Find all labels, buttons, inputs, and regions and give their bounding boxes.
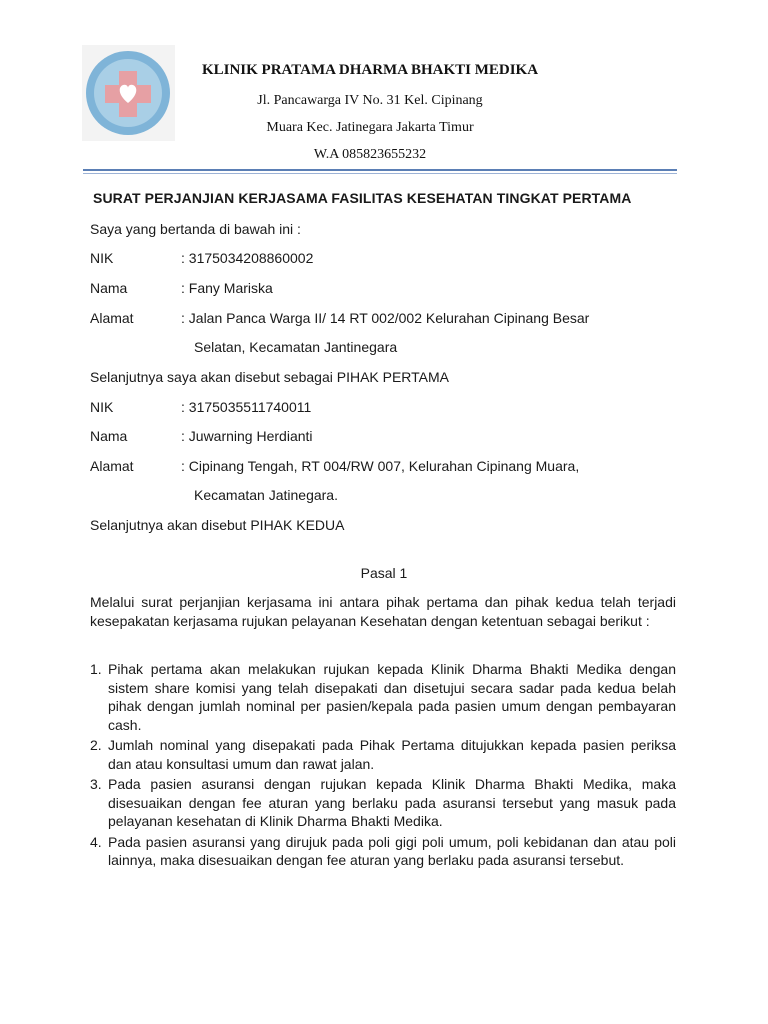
intro-text: Saya yang bertanda di bawah ini : (90, 221, 301, 237)
list-item-number: 2. (90, 737, 102, 753)
party2-designation: Selanjutnya akan disebut PIHAK KEDUA (90, 517, 345, 533)
list-item-number: 1. (90, 661, 102, 677)
clinic-name: KLINIK PRATAMA DHARMA BHAKTI MEDIKA (201, 62, 539, 78)
header-divider-thin (83, 173, 677, 174)
party1-name-label: Nama (90, 280, 128, 296)
pasal-intro: Melalui surat perjanjian kerjasama ini antara pihak pertama dan pihak kedua telah terjadi kesepakatan kerjasama rujukan pelayanan Kesehatan dengan ketentuan sebagai berikut : (90, 594, 676, 629)
party2-nik-value: : 3175035511740011 (181, 399, 312, 415)
list-item (90, 736, 676, 773)
list-item-number: 3. (90, 776, 102, 792)
party1-name-value: : Fany Mariska (181, 280, 273, 296)
clinic-address-line2: Muara Kec. Jatinegara Jakarta Timur (266, 120, 474, 135)
clinic-logo (82, 45, 175, 141)
list-item-text: Jumlah nominal yang disepakati pada Pihak Pertama ditujukkan kepada pasien periksa dan atau konsultasi umum dan rawat jalan. (108, 737, 676, 772)
party2-address-value: : Cipinang Tengah, RT 004/RW 007, Kelurahan Cipinang Muara, (181, 458, 580, 474)
list-item-text: Pihak pertama akan melakukan rujukan kepada Klinik Dharma Bhakti Medika dengan sistem share komisi yang telah disepakati dan disetujui secara sadar pada kedua belah pihak dengan jumlah nominal per pasien/kepala pada pasien umum dengan pembayaran cash. (108, 661, 676, 733)
medical-cross-heart-logo-icon (82, 45, 175, 141)
party1-nik-label: NIK (90, 250, 114, 266)
party1-designation: Selanjutnya saya akan disebut sebagai PIHAK PERTAMA (90, 369, 450, 385)
list-item (90, 775, 676, 831)
header-divider (83, 169, 677, 171)
list-item-number: 4. (90, 833, 102, 850)
list-item-text: Pada pasien asuransi yang dirujuk pada poli gigi poli umum, poli kebidanan dan atau poli lainnya, maka disesuaikan dengan fee aturan yang berlaku pada asuransi tersebut. (108, 833, 676, 868)
party2-address-continued: Kecamatan Jatinegara. (194, 487, 338, 503)
list-item-text: Pada pasien asuransi dengan rujukan kepada Klinik Dharma Bhakti Medika, maka disesuaikan dengan fee aturan yang berlaku pada asuransi tersebut yang masuk pada pelayanan kesehatan di Klinik Dharma Bhakti Medika. (108, 776, 676, 829)
list-item (90, 660, 676, 734)
party1-nik-value: : 3175034208860002 (181, 250, 314, 266)
party2-nik-label: NIK (90, 399, 114, 415)
party1-address-label: Alamat (90, 310, 134, 326)
party1-address-continued: Selatan, Kecamatan Jantinegara (194, 339, 398, 355)
party1-address-value: : Jalan Panca Warga II/ 14 RT 002/002 Kelurahan Cipinang Besar (181, 310, 590, 326)
pasal-heading: Pasal 1 (360, 565, 408, 581)
party2-address-label: Alamat (90, 458, 134, 474)
terms-list (90, 660, 676, 872)
party2-name-value: : Juwarning Herdianti (181, 428, 313, 444)
document-title: SURAT PERJANJIAN KERJASAMA FASILITAS KESEHATAN TINGKAT PERTAMA (93, 190, 632, 206)
clinic-phone: W.A 085823655232 (313, 147, 427, 162)
list-item (90, 833, 676, 870)
party2-name-label: Nama (90, 428, 128, 444)
clinic-address-line1: Jl. Pancawarga IV No. 31 Kel. Cipinang (257, 93, 483, 108)
